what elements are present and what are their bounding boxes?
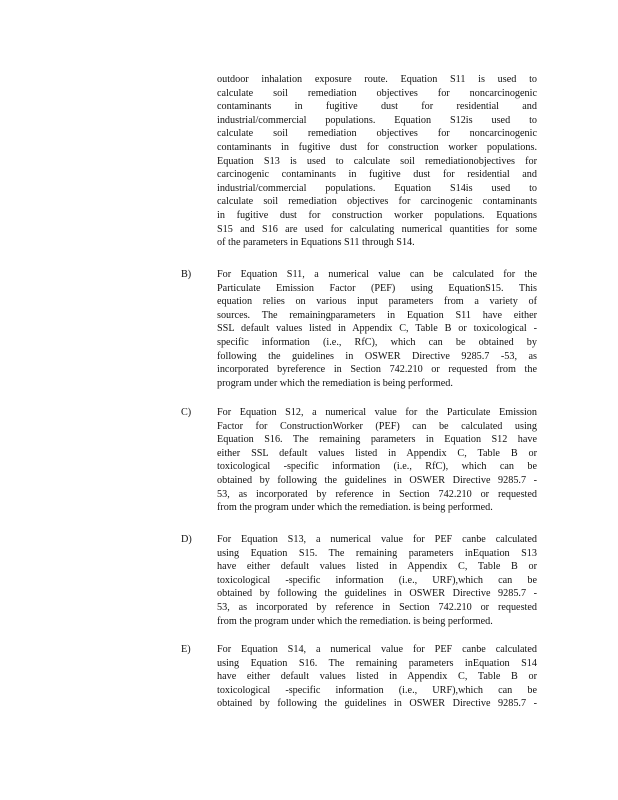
text-line: toxicological -specific information (i.e., RfC), which can be	[217, 461, 537, 473]
text-line: toxicological -specific information (i.e., URF),which can be	[217, 574, 537, 586]
text-line: have either default values listed in Appendix C, Table B or	[217, 561, 537, 573]
text-line: calculate soil remediation objectives for noncarcinogenic	[217, 128, 537, 140]
text-line: industrial/commercial populations. Equation S12is used to	[217, 114, 537, 126]
text-line: SSL default values listed in Appendix C, Table B or toxicological -	[217, 323, 537, 335]
text-line: incorporated byreference in Section 742.210 or requested from the	[217, 364, 537, 376]
text-line: For Equation S11, a numerical value can be calculated for the	[217, 269, 537, 280]
item-d-paragraph	[217, 533, 537, 628]
text-line: obtained by following the guidelines in OSWER Directive 9285.7 -	[217, 698, 537, 710]
item-marker-c: C)	[181, 407, 192, 418]
text-line: obtained by following the guidelines in OSWER Directive 9285.7 -	[217, 474, 537, 486]
text-line: For Equation S13, a numerical value for PEF canbe calculated	[217, 534, 537, 545]
intro-paragraph	[217, 73, 537, 250]
text-line: Factor for ConstructionWorker (PEF) can be calculated using	[217, 420, 537, 432]
text-line: using Equation S16. The remaining parameters inEquation S14	[217, 657, 537, 669]
text-line: obtained by following the guidelines in OSWER Directive 9285.7 -	[217, 588, 537, 600]
text-line: program under which the remediation is being performed.	[217, 377, 453, 389]
text-line: contaminants in fugitive dust for construction worker populations.	[217, 141, 537, 153]
text-line: Equation S16. The remaining parameters in Equation S12 have	[217, 434, 537, 446]
item-c-paragraph	[217, 406, 537, 515]
text-line: calculate soil remediation objectives for carcinogenic contaminants	[217, 196, 537, 208]
item-marker-d: D)	[181, 534, 192, 545]
text-line: For Equation S12, a numerical value for the Particulate Emission	[217, 407, 537, 418]
text-line: calculate soil remediation objectives for noncarcinogenic	[217, 87, 537, 99]
item-marker-e: E)	[181, 644, 191, 655]
text-line: carcinogenic contaminants in fugitive dust for residential and	[217, 169, 537, 181]
text-line: following the guidelines in OSWER Directive 9285.7 -53, as	[217, 350, 537, 362]
text-line: Particulate Emission Factor (PEF) using EquationS15. This	[217, 282, 537, 294]
item-e-paragraph	[217, 643, 537, 711]
item-b-paragraph	[217, 268, 537, 390]
text-line: have either default values listed in Appendix C, Table B or	[217, 671, 537, 683]
text-line: sources. The remainingparameters in Equation S11 have either	[217, 309, 537, 321]
text-line: specific information (i.e., RfC), which can be obtained by	[217, 336, 537, 348]
text-line: S15 and S16 are used for calculating numerical quantities for some	[217, 223, 537, 235]
text-line: using Equation S15. The remaining parameters inEquation S13	[217, 547, 537, 559]
text-line: of the parameters in Equations S11 through S14.	[217, 237, 415, 249]
text-line: outdoor inhalation exposure route. Equation S11 is used to	[217, 74, 537, 85]
text-line: from the program under which the remediation. is being performed.	[217, 502, 493, 514]
text-line: equation relies on various input parameters from a variety of	[217, 296, 537, 308]
text-line: 53, as incorporated by reference in Section 742.210 or requested	[217, 601, 537, 613]
text-line: Equation S13 is used to calculate soil remediationobjectives for	[217, 155, 537, 167]
text-line: from the program under which the remediation. is being performed.	[217, 615, 493, 627]
text-line: industrial/commercial populations. Equation S14is used to	[217, 182, 537, 194]
text-line: either SSL default values listed in Appendix C, Table B or	[217, 447, 537, 459]
text-line: 53, as incorporated by reference in Section 742.210 or requested	[217, 488, 537, 500]
item-marker-b: B)	[181, 269, 192, 280]
text-line: in fugitive dust for construction worker populations. Equations	[217, 209, 537, 221]
text-line: contaminants in fugitive dust for residential and	[217, 101, 537, 113]
text-line: For Equation S14, a numerical value for PEF canbe calculated	[217, 644, 537, 655]
text-line: toxicological -specific information (i.e., URF),which can be	[217, 684, 537, 696]
